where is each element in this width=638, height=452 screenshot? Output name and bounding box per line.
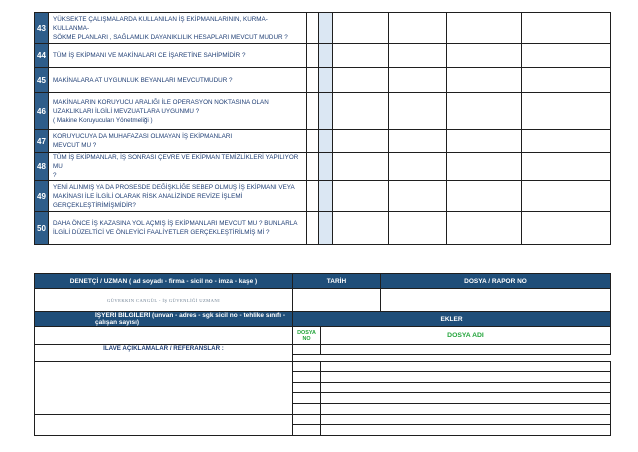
answer-cell-d[interactable] <box>389 130 447 153</box>
question-line: MAKİNALARIN KORUYUCU ARALIĞI İLE OPERASYON NOKTASINA OLAN <box>53 98 269 106</box>
question-text <box>49 13 307 44</box>
attachment-no-cell[interactable] <box>293 372 321 383</box>
answer-cell-a[interactable] <box>307 212 319 245</box>
answer-cell-b[interactable] <box>319 68 333 93</box>
attachment-name-cell[interactable] <box>321 425 611 436</box>
question-line: MEVCUT MU ? <box>53 142 97 149</box>
notes-cell[interactable] <box>447 212 522 245</box>
question-number: 50 <box>35 212 49 245</box>
answer-cell-b[interactable] <box>319 44 333 68</box>
question-number: 47 <box>35 130 49 153</box>
inspector-header: DENETÇİ / UZMAN ( ad soyadı - firma - sicil no - imza - kaşe ) <box>35 274 293 289</box>
answer-cell-d[interactable] <box>389 93 447 130</box>
question-number: 49 <box>35 181 49 212</box>
notes-cell[interactable] <box>447 181 522 212</box>
workplace-info-field[interactable] <box>35 327 293 345</box>
attachment-row <box>35 362 611 372</box>
file-name-label: DOSYA ADI <box>321 327 611 345</box>
answer-cell-c[interactable] <box>333 68 389 93</box>
answer-cell-a[interactable] <box>307 93 319 130</box>
inspector-signature-cell[interactable] <box>35 289 293 312</box>
answer-cell-c[interactable] <box>333 130 389 153</box>
attachment-no-cell[interactable] <box>293 383 321 393</box>
answer-cell-d[interactable] <box>389 181 447 212</box>
question-number: 46 <box>35 93 49 130</box>
notes-cell[interactable] <box>447 153 522 181</box>
date-header: TARİH <box>293 274 381 289</box>
attachment-name-cell[interactable] <box>321 393 611 404</box>
attachment-no-cell[interactable] <box>293 415 321 425</box>
question-line: KORUYUCUYA DA MUHAFAZASI OLMAYAN İŞ EKİPMANLARI <box>53 133 233 140</box>
answer-cell-a[interactable] <box>307 181 319 212</box>
file-report-header: DOSYA / RAPOR NO <box>381 274 611 289</box>
answer-cell-b[interactable] <box>319 93 333 130</box>
question-line: TÜM İŞ EKİPMANI VE MAKİNALARI CE İŞARETİNE SAHİPMİDİR ? <box>53 52 246 59</box>
answer-cell-d[interactable] <box>389 68 447 93</box>
checklist-row <box>35 181 611 212</box>
question-line: TÜM İŞ EKİPMANLAR, İŞ SONRASI ÇEVRE VE EKİPMAN TEMİZLİKLERİ YAPILIYOR MU <box>53 154 299 170</box>
answer-cell-b[interactable] <box>319 212 333 245</box>
checklist-row <box>35 93 611 130</box>
answer-cell-c[interactable] <box>333 93 389 130</box>
checklist-row <box>35 130 611 153</box>
checklist-row <box>35 153 611 181</box>
responsible-cell[interactable] <box>522 181 611 212</box>
answer-cell-a[interactable] <box>307 44 319 68</box>
file-no-label: DOSYA NO <box>293 327 321 345</box>
attachment-name-cell[interactable] <box>321 372 611 383</box>
question-number: 43 <box>35 13 49 44</box>
question-line: MAKİNALARA AT UYGUNLUK BEYANLARI MEVCUTMUDUR ? <box>53 76 233 84</box>
question-line: ? <box>53 172 57 179</box>
attachment-no-cell[interactable] <box>293 393 321 404</box>
answer-cell-a[interactable] <box>307 68 319 93</box>
checklist-row <box>35 212 611 245</box>
question-line: SÖKME PLANLARI , SAĞLAMLIK DAYANIKLILIK HESAPLARI MEVCUT MUDUR ? <box>53 33 288 41</box>
answer-cell-a[interactable] <box>307 13 319 44</box>
responsible-cell[interactable] <box>522 153 611 181</box>
responsible-cell[interactable] <box>522 130 611 153</box>
notes-attachments-grid <box>34 361 611 436</box>
answer-cell-d[interactable] <box>389 13 447 44</box>
question-number: 48 <box>35 153 49 181</box>
attachments-header: EKLER <box>293 312 611 327</box>
attachment-name-cell[interactable] <box>321 345 611 355</box>
notes-cell[interactable] <box>447 93 522 130</box>
notes-cell[interactable] <box>447 44 522 68</box>
attachment-name-cell[interactable] <box>321 362 611 372</box>
question-text <box>49 93 307 130</box>
answer-cell-d[interactable] <box>389 153 447 181</box>
question-text <box>49 153 307 181</box>
date-field[interactable] <box>293 289 381 312</box>
question-text <box>49 130 307 153</box>
answer-cell-c[interactable] <box>333 44 389 68</box>
notes-cell[interactable] <box>447 130 522 153</box>
answer-cell-b[interactable] <box>319 153 333 181</box>
answer-cell-b[interactable] <box>319 181 333 212</box>
additional-notes-field[interactable] <box>35 362 293 436</box>
responsible-cell[interactable] <box>522 44 611 68</box>
answer-cell-b[interactable] <box>319 130 333 153</box>
attachment-name-cell[interactable] <box>321 415 611 425</box>
question-text <box>49 44 307 68</box>
checklist-row <box>35 68 611 93</box>
question-line: ( Makine Koruyucuları Yönetmeliği ) <box>53 116 153 124</box>
attachment-no-cell[interactable] <box>293 345 321 355</box>
additional-notes-label: İLAVE AÇIKLAMALAR / REFERANSLAR : <box>35 345 293 415</box>
question-line: İLGİLİ DÜZELTİCİ VE ÖNLEYİCİ FAALİYETLER GERÇEKLEŞTİRİLMİŞ Mİ ? <box>53 229 270 236</box>
question-line: UZAKLIKLARI İLGİLİ MEVZUATLARA UYGUNMU ? <box>53 107 200 115</box>
question-line: DAHA ÖNCE İŞ KAZASINA YOL AÇMIŞ İŞ EKİPMANLARI MEVCUT MU ? BUNLARLA <box>53 220 298 227</box>
answer-cell-c[interactable] <box>333 153 389 181</box>
file-report-field[interactable] <box>381 289 611 312</box>
responsible-cell[interactable] <box>522 68 611 93</box>
answer-cell-b[interactable] <box>319 13 333 44</box>
checklist-row <box>35 44 611 68</box>
responsible-cell[interactable] <box>522 13 611 44</box>
answer-cell-a[interactable] <box>307 153 319 181</box>
answer-cell-c[interactable] <box>333 13 389 44</box>
responsible-cell[interactable] <box>522 212 611 245</box>
question-number: 45 <box>35 68 49 93</box>
checklist-table <box>34 12 611 245</box>
inspector-name-note: GÜVEKKIN CANGÜL - İŞ GÜVENLİĞİ UZMANI <box>107 297 220 303</box>
checklist-row <box>35 13 611 44</box>
answer-cell-c[interactable] <box>333 181 389 212</box>
question-line: GERÇEKLEŞTİRİMİŞMİDİR? <box>53 201 136 209</box>
notes-cell[interactable] <box>447 13 522 44</box>
answer-cell-c[interactable] <box>333 212 389 245</box>
answer-cell-a[interactable] <box>307 130 319 153</box>
inspector-table <box>34 273 611 312</box>
attachment-no-cell[interactable] <box>293 362 321 372</box>
attachment-name-cell[interactable] <box>321 404 611 415</box>
attachment-no-cell[interactable] <box>293 404 321 415</box>
question-line: MAKİNASI İLE İLGİLİ OLARAK RİSK ANALİZİNDE REVİZE İŞLEMİ <box>53 192 243 200</box>
attachment-no-cell[interactable] <box>293 425 321 436</box>
attachment-name-cell[interactable] <box>321 383 611 393</box>
answer-cell-d[interactable] <box>389 212 447 245</box>
workplace-header: İŞYERİ BİLGİLERİ (unvan - adres - sgk sicil no - tehlike sınıfı - çalışan sayısı) <box>35 312 293 327</box>
question-number: 44 <box>35 44 49 68</box>
question-text <box>49 181 307 212</box>
question-text <box>49 68 307 93</box>
question-line: YÜKSEKTE ÇALIŞMALARDA KULLANILAN İŞ EKİPMANLARININ, KURMA-KULLANMA- <box>53 15 268 32</box>
notes-cell[interactable] <box>447 68 522 93</box>
question-line: YENİ ALINMIŞ YA DA PROSESDE DEĞİŞKLİĞE SEBEP OLMUŞ İŞ EKİPMANI VEYA <box>53 183 295 191</box>
question-text <box>49 212 307 245</box>
answer-cell-d[interactable] <box>389 44 447 68</box>
responsible-cell[interactable] <box>522 93 611 130</box>
